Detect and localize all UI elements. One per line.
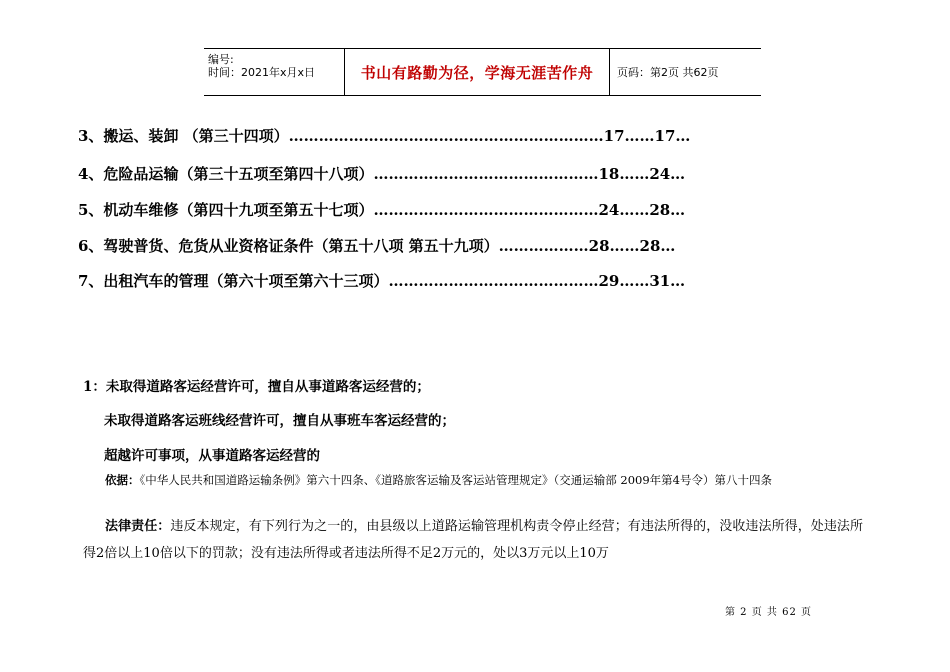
- legal-liability: [83, 513, 863, 567]
- toc-item: 6、驾驶普货、危货从业资格证条件（第五十八项 第五十九项）………………28……28…: [78, 237, 676, 255]
- time-label: 时间：2021年x月x日: [208, 66, 316, 79]
- toc-item: 3、搬运、装卸 （第三十四项）………………………………………………………17……17…: [78, 127, 691, 145]
- liability-text: 违反本规定，有下列行为之一的，由县级以上道路运输管理机构责令停止经营；有违法所得的，没收违法所得，处违法所得2倍以上10倍以下的罚款；没有违法所得或者违法所得不足2万元的，处以3万元以上10万: [83, 519, 863, 561]
- toc-item: 5、机动车维修（第四十九项至第五十七项）………………………………………24……28…: [78, 201, 686, 219]
- basis-label: 依据：: [105, 473, 140, 487]
- legal-basis: [83, 472, 863, 489]
- header-page-info: 页码：第2页 共62页: [617, 66, 719, 79]
- liability-label: 法律责任：: [105, 519, 171, 534]
- toc-item: 4、危险品运输（第三十五项至第四十八项）………………………………………18……24…: [78, 165, 686, 183]
- page-footer: 第 2 页 共 62 页: [725, 607, 812, 618]
- page-header: [204, 48, 761, 96]
- toc-item: 7、出租汽车的管理（第六十项至第六十三项）……………………………………29……31…: [78, 272, 686, 290]
- violation-line-2: 未取得道路客运班线经营许可，擅自从事班车客运经营的；: [104, 413, 455, 429]
- violation-line-1: 1：未取得道路客运经营许可，擅自从事道路客运经营的；: [83, 379, 430, 395]
- header-motto: 书山有路勤为径，学海无涯苦作舟: [344, 49, 610, 95]
- serial-label: 编号:: [208, 53, 234, 66]
- header-meta: [204, 49, 344, 95]
- violation-line-3: 超越许可事项，从事道路客运经营的: [104, 448, 320, 464]
- basis-text: 《中华人民共和国道路运输条例》第六十四条、《道路旅客运输及客运站管理规定》（交通运输部 2009年第4号令）第八十四条: [139, 473, 772, 487]
